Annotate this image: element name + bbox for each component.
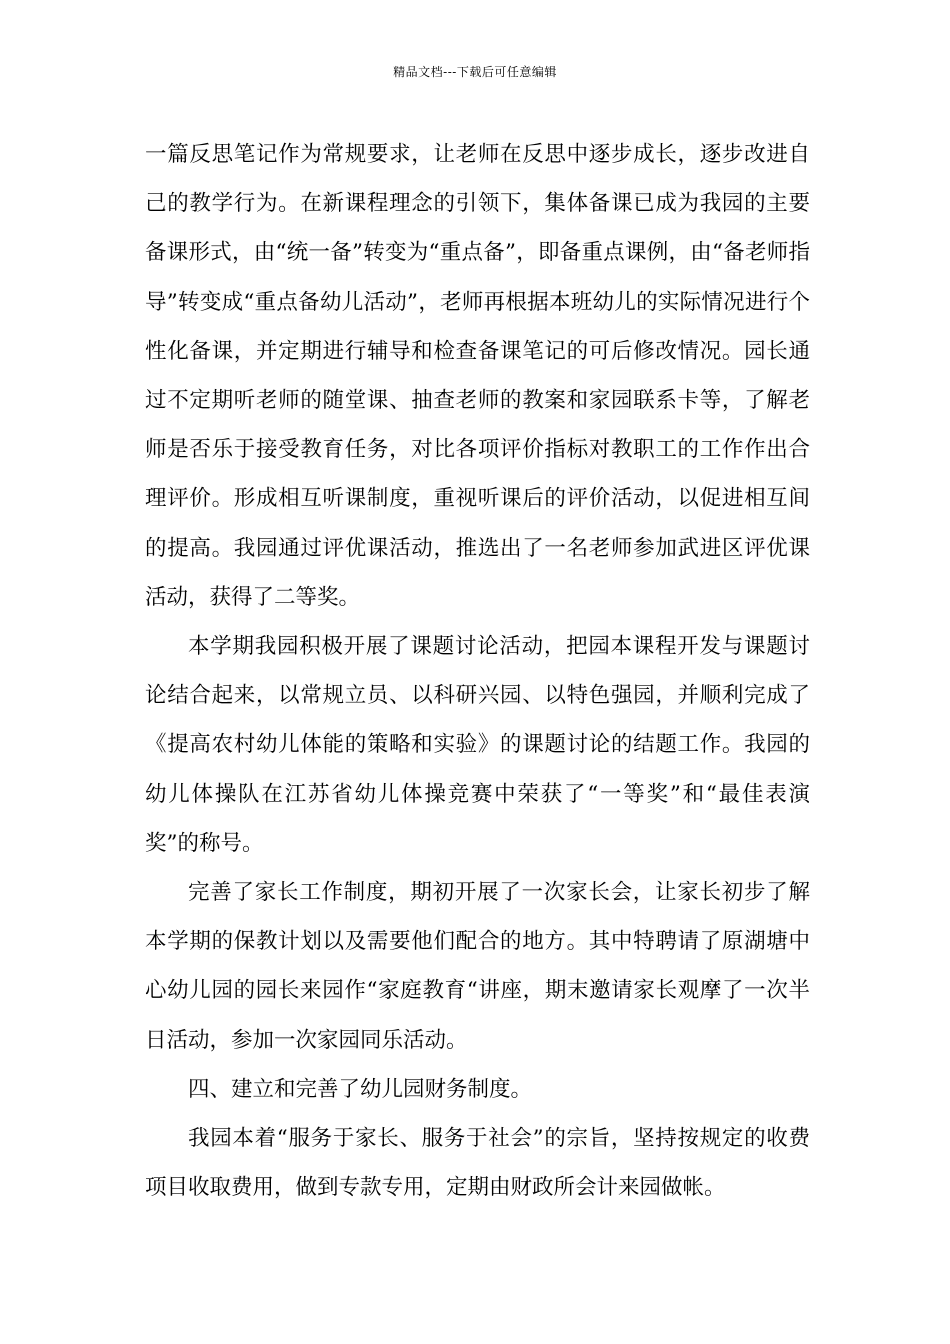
paragraph-parent-work: 完善了家长工作制度，期初开展了一次家长会，让家长初步了解本学期的保教计划以及需要他们配合的地方。其中特聘请了原湖塘中心幼儿园的园长来园作“家庭教育“讲座，期末邀请家长观摩了一次半日活动，参加一次家园同乐活动。 — [145, 880, 810, 1053]
paragraph-research-activities: 本学期我园积极开展了课题讨论活动，把园本课程开发与课题讨论结合起来，以常规立员、以科研兴园、以特色强园，并顺利完成了《提高农村幼儿体能的策略和实验》的课题讨论的结题工作。我园的幼儿体操队在江苏省幼儿体操竞赛中荣获了“一等奖”和“最佳表演奖”的称号。 — [145, 634, 810, 856]
paragraph-teaching-reflection: 一篇反思笔记作为常规要求，让老师在反思中逐步成长，逐步改进自己的教学行为。在新课程理念的引领下，集体备课已成为我园的主要备课形式，由“统一备”转变为“重点备”，即备重点课例，由“备老师指导”转变成“重点备幼儿活动”，老师再根据本班幼儿的实际情况进行个性化备课，并定期进行辅导和检查备课笔记的可后修改情况。园长通过不定期听老师的随堂课、抽查老师的教案和家园联系卡等，了解老师是否乐于接受教育任务，对比各项评价指标对教职工的工作作出合理评价。形成相互听课制度，重视听课后的评价活动，以促进相互间的提高。我园通过评优课活动，推选出了一名老师参加武进区评优课活动，获得了二等奖。 — [145, 142, 810, 610]
page-header: 精品文档---下载后可任意编辑 — [393, 65, 557, 79]
section-heading-finance: 四、建立和完善了幼儿园财务制度。 — [188, 1076, 533, 1102]
paragraph-finance: 我园本着“服务于家长、服务于社会”的宗旨，坚持按规定的收费项目收取费用，做到专款专用，定期由财政所会计来园做帐。 — [145, 1126, 810, 1201]
document-body — [145, 130, 810, 1212]
